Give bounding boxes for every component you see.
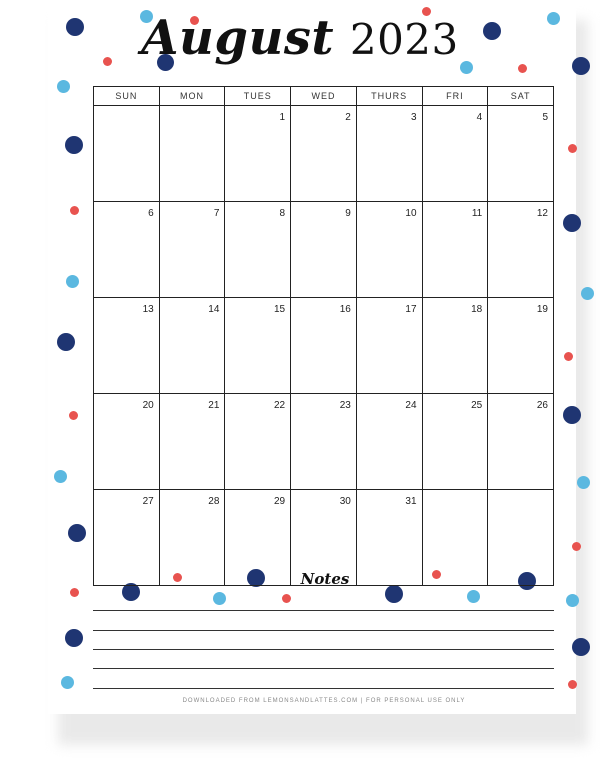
decorative-dot: [70, 588, 79, 597]
weekday-header: FRI: [422, 87, 488, 106]
week-row: [94, 298, 554, 394]
day-cell: 19: [488, 298, 554, 394]
weekday-header: MON: [159, 87, 225, 106]
day-cell: 13: [94, 298, 160, 394]
weekday-header: SAT: [488, 87, 554, 106]
day-cell: 6: [94, 202, 160, 298]
decorative-dot: [563, 214, 581, 232]
day-cell: 18: [422, 298, 488, 394]
decorative-dot: [467, 590, 480, 603]
decorative-dot: [572, 638, 590, 656]
decorative-dot: [70, 206, 79, 215]
day-cell: 20: [94, 394, 160, 490]
day-cell: 14: [159, 298, 225, 394]
decorative-dot: [54, 470, 67, 483]
footer-credit: DOWNLOADED FROM LEMONSANDLATTES.COM | FOR PERSONAL USE ONLY: [182, 698, 466, 704]
day-cell: 27: [94, 490, 160, 586]
day-cell: 11: [422, 202, 488, 298]
page-title: [0, 10, 600, 66]
day-cell: [94, 106, 160, 202]
decorative-dot: [566, 594, 579, 607]
title-month: August: [141, 10, 335, 66]
weekday-header-row: [94, 87, 554, 106]
note-line[interactable]: [93, 630, 554, 631]
day-cell: 21: [159, 394, 225, 490]
decorative-dot: [563, 406, 581, 424]
decorative-dot: [57, 333, 75, 351]
note-line[interactable]: [93, 649, 554, 650]
day-cell: 12: [488, 202, 554, 298]
day-cell: 17: [356, 298, 422, 394]
day-cell: 9: [291, 202, 357, 298]
decorative-dot: [68, 524, 86, 542]
day-cell: 2: [291, 106, 357, 202]
decorative-dot: [577, 476, 590, 489]
decorative-dot: [568, 144, 577, 153]
day-cell: 15: [225, 298, 291, 394]
day-cell: 5: [488, 106, 554, 202]
calendar-grid: [93, 86, 554, 586]
decorative-dot: [572, 542, 581, 551]
notes-title: Notes: [300, 570, 350, 588]
decorative-dot: [581, 287, 594, 300]
day-cell: [159, 106, 225, 202]
note-line[interactable]: [93, 668, 554, 669]
weekday-header: THURS: [356, 87, 422, 106]
day-cell: 22: [225, 394, 291, 490]
decorative-dot: [282, 594, 291, 603]
note-line[interactable]: [93, 688, 554, 689]
day-cell: 31: [356, 490, 422, 586]
day-cell: 7: [159, 202, 225, 298]
decorative-dot: [57, 80, 70, 93]
note-line[interactable]: [93, 610, 554, 611]
weekday-header: WED: [291, 87, 357, 106]
day-cell: 26: [488, 394, 554, 490]
day-cell: 3: [356, 106, 422, 202]
decorative-dot: [564, 352, 573, 361]
title-year: 2023: [349, 15, 459, 64]
day-cell: 23: [291, 394, 357, 490]
day-cell: 29: [225, 490, 291, 586]
week-row: [94, 202, 554, 298]
day-cell: 28: [159, 490, 225, 586]
week-row: [94, 106, 554, 202]
day-cell: 24: [356, 394, 422, 490]
weekday-header: TUES: [225, 87, 291, 106]
decorative-dot: [568, 680, 577, 689]
day-cell: 1: [225, 106, 291, 202]
decorative-dot: [66, 275, 79, 288]
decorative-dot: [65, 629, 83, 647]
day-cell: 16: [291, 298, 357, 394]
day-cell: 25: [422, 394, 488, 490]
decorative-dot: [69, 411, 78, 420]
decorative-dot: [213, 592, 226, 605]
weekday-header: SUN: [94, 87, 160, 106]
day-cell: 10: [356, 202, 422, 298]
day-cell: 4: [422, 106, 488, 202]
day-cell: 8: [225, 202, 291, 298]
decorative-dot: [65, 136, 83, 154]
day-cell: 30: [291, 490, 357, 586]
week-row: [94, 394, 554, 490]
decorative-dot: [61, 676, 74, 689]
